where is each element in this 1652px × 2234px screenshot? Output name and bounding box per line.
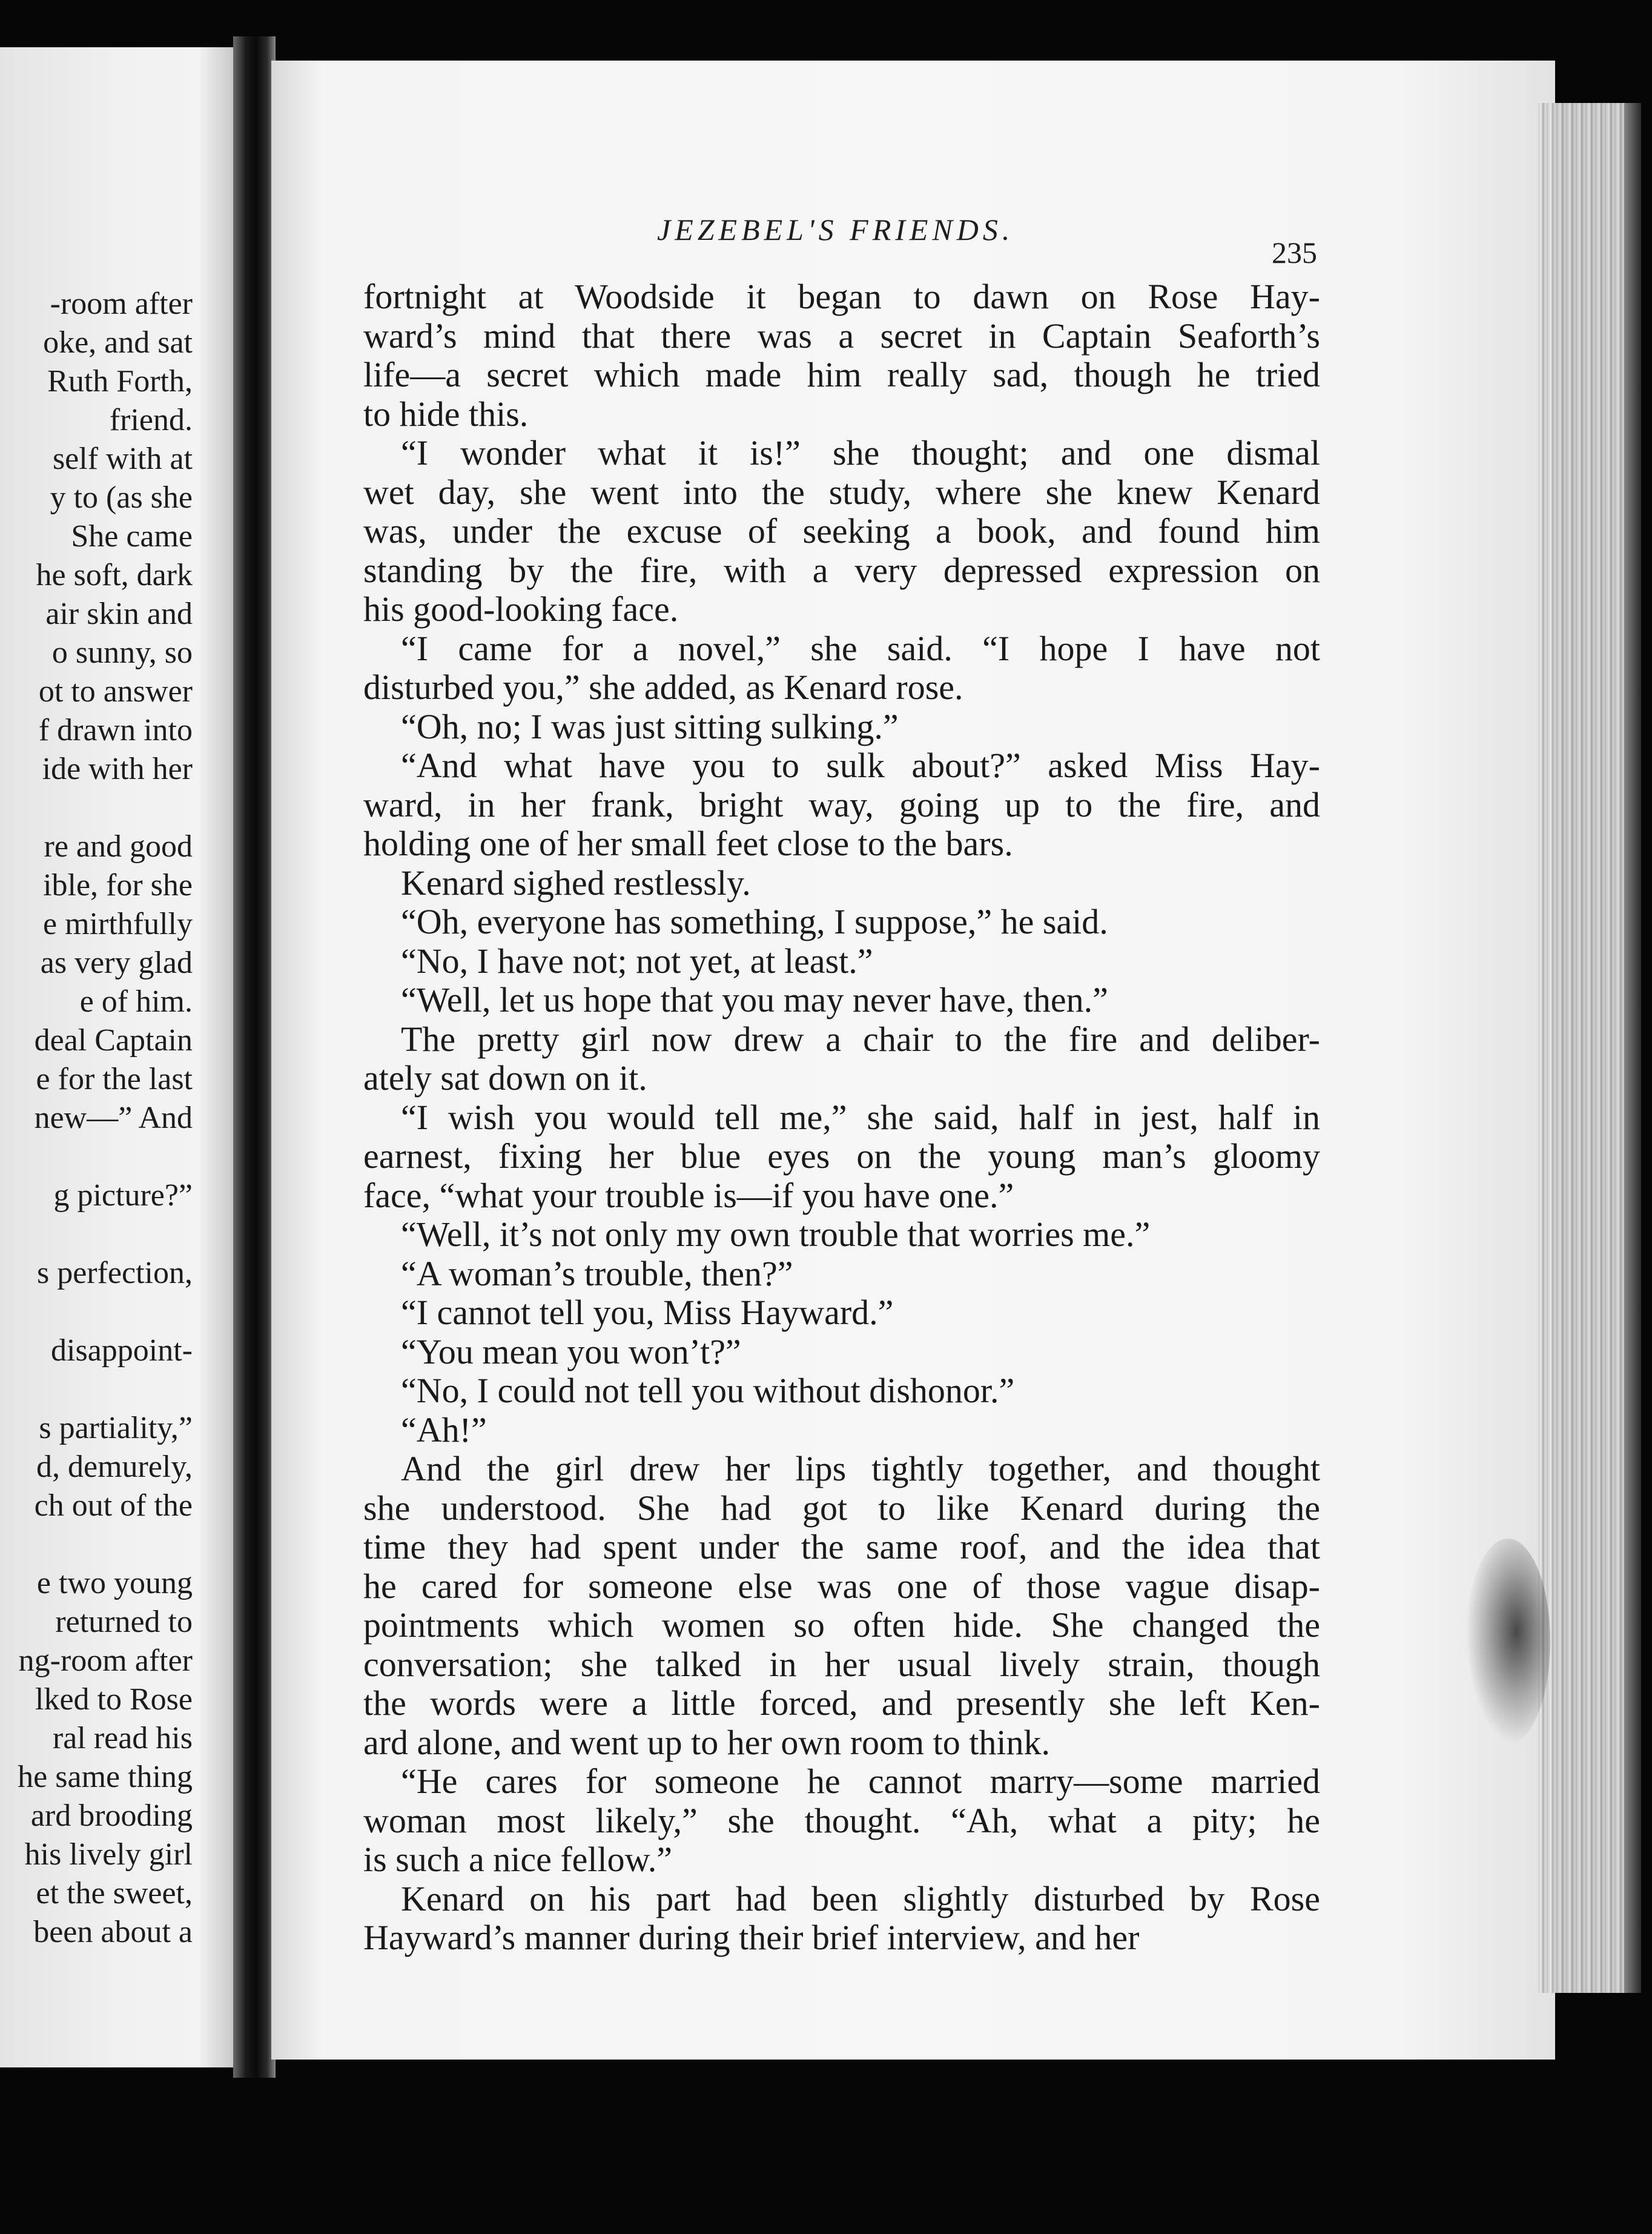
facing-page-line: ral read his <box>52 1721 193 1755</box>
facing-page-line: Ruth Forth, <box>47 364 193 399</box>
facing-page-line <box>0 1138 193 1176</box>
body-line: she understood. She had got to like Kenard during the <box>363 1488 1320 1528</box>
facing-page-line: deal Captain <box>34 1023 193 1058</box>
facing-page-line: ible, for she <box>43 868 193 903</box>
body-line: was, under the excuse of seeking a book, and found him <box>363 512 1320 551</box>
body-line: “I wonder what it is!” she thought; and one dismal <box>401 434 1320 472</box>
facing-page-line: ng-room after <box>18 1643 193 1678</box>
facing-page-line: returned to <box>55 1605 193 1639</box>
body-line: wet day, she went into the study, where she knew Kenard <box>363 472 1320 512</box>
facing-page-line: self with at <box>52 442 193 476</box>
body-line: “I came for a novel,” she said. “I hope I have not <box>401 629 1320 668</box>
facing-page-line: friend. <box>109 403 193 437</box>
body-line: “Well, let us hope that you may never have, then.” <box>401 981 1108 1019</box>
body-line: “Ah!” <box>401 1410 487 1450</box>
body-line: disturbed you,” she added, as Kenard rose. <box>363 668 963 707</box>
body-line: to hide this. <box>363 394 529 434</box>
body-line: The pretty girl now drew a chair to the fire and deliber- <box>401 1019 1320 1059</box>
facing-page-line <box>0 1215 193 1254</box>
facing-page-line: -room after <box>50 287 193 321</box>
facing-page-line: air skin and <box>45 597 193 631</box>
body-line: Kenard sighed restlessly. <box>401 863 751 903</box>
facing-page-line: s partiality,” <box>39 1411 193 1445</box>
ink-smudge <box>1465 1539 1550 1745</box>
body-line: “Oh, no; I was just sitting sulking.” <box>401 707 899 746</box>
body-line: “And what have you to sulk about?” asked Miss Hay- <box>401 746 1320 785</box>
facing-page-line: g picture?” <box>53 1178 193 1213</box>
body-line: Hayward’s manner during their brief interview, and her <box>363 1918 1140 1957</box>
facing-page-line <box>0 1370 193 1409</box>
body-line: conversation; she talked in her usual lively strain, though <box>363 1645 1320 1684</box>
body-line: “Well, it’s not only my own trouble that worries me.” <box>401 1215 1151 1254</box>
facing-page-fragment <box>0 47 233 2067</box>
body-line: pointments which women so often hide. She changed the <box>363 1606 1320 1645</box>
facing-page-line: disappoint- <box>51 1333 193 1368</box>
body-line: holding one of her small feet close to the bars. <box>363 824 1013 863</box>
body-line: his good-looking face. <box>363 590 679 629</box>
body-line: “No, I could not tell you without dishonor.” <box>401 1371 1015 1410</box>
body-text <box>363 277 1320 1958</box>
body-line: woman most likely,” she thought. “Ah, what a pity; he <box>363 1801 1320 1840</box>
body-line: standing by the fire, with a very depressed expression on <box>363 551 1320 590</box>
body-line: “A woman’s trouble, then?” <box>401 1254 793 1293</box>
body-line: And the girl drew her lips tightly together, and thought <box>401 1450 1320 1488</box>
body-line: “Oh, everyone has something, I suppose,” he said. <box>401 903 1108 941</box>
body-line: ard alone, and went up to her own room to think. <box>363 1723 1050 1762</box>
facing-page-line: d, demurely, <box>36 1450 193 1484</box>
body-line: time they had spent under the same roof, and the idea that <box>363 1528 1320 1566</box>
body-line: “No, I have not; not yet, at least.” <box>401 941 873 981</box>
facing-page-text <box>0 285 193 1952</box>
facing-page-line <box>0 789 193 827</box>
facing-page-line: s perfection, <box>36 1256 193 1290</box>
page-number: 235 <box>1272 236 1317 270</box>
facing-page-line: y to (as she <box>50 480 193 515</box>
body-line: face, “what your trouble is—if you have one.” <box>363 1176 1014 1215</box>
body-line: “He cares for someone he cannot marry—some married <box>401 1762 1320 1801</box>
page-edges <box>1538 103 1641 1993</box>
facing-page-line: re and good <box>44 829 193 864</box>
facing-page-line: e mirthfully <box>43 907 193 941</box>
body-line: “I cannot tell you, Miss Hayward.” <box>401 1293 894 1332</box>
facing-page-line: e two young <box>36 1566 193 1600</box>
facing-page-line: o sunny, so <box>51 635 193 670</box>
running-head: JEZEBEL'S FRIENDS. <box>657 213 1014 247</box>
body-line: earnest, fixing her blue eyes on the young man’s gloomy <box>363 1137 1320 1176</box>
facing-page-line <box>0 1293 193 1331</box>
facing-page-line: ard brooding <box>30 1798 193 1833</box>
body-line: fortnight at Woodside it began to dawn on Rose Hay- <box>363 277 1320 316</box>
body-line: ately sat down on it. <box>363 1059 647 1098</box>
body-line: the words were a little forced, and presently she left Ken- <box>363 1684 1320 1723</box>
facing-page-line: She came <box>71 519 193 554</box>
facing-page-line: et the sweet, <box>36 1876 193 1911</box>
facing-page-line: been about a <box>33 1915 193 1949</box>
body-line: ward’s mind that there was a secret in Captain Seaforth’s <box>363 316 1320 356</box>
body-line: Kenard on his part had been slightly disturbed by Rose <box>401 1879 1320 1918</box>
book-gutter <box>233 36 276 2078</box>
facing-page-line: as very glad <box>40 946 193 980</box>
facing-page-line: his lively girl <box>24 1837 193 1872</box>
body-line: life—a secret which made him really sad, though he tried <box>363 356 1320 394</box>
facing-page-line: ch out of the <box>34 1488 193 1523</box>
facing-page-line <box>0 1525 193 1564</box>
facing-page-line: e for the last <box>36 1062 193 1096</box>
facing-page-line: he same thing <box>18 1760 193 1794</box>
body-line: ward, in her frank, bright way, going up to the fire, and <box>363 785 1320 824</box>
body-line: “I wish you would tell me,” she said, half in jest, half in <box>401 1098 1320 1137</box>
facing-page-line: oke, and sat <box>43 325 193 360</box>
facing-page-line: lked to Rose <box>35 1682 193 1717</box>
facing-page-line: e of him. <box>79 984 193 1019</box>
facing-page-line: ide with her <box>42 752 193 786</box>
facing-page-line: f drawn into <box>38 713 193 747</box>
facing-page-line: he soft, dark <box>36 558 193 592</box>
body-line: is such a nice fellow.” <box>363 1840 672 1879</box>
body-line: “You mean you won’t?” <box>401 1332 741 1371</box>
facing-page-line: ot to answer <box>38 674 193 709</box>
body-line: he cared for someone else was one of those vague disap- <box>363 1566 1320 1606</box>
facing-page-line: new—” And <box>34 1101 193 1135</box>
